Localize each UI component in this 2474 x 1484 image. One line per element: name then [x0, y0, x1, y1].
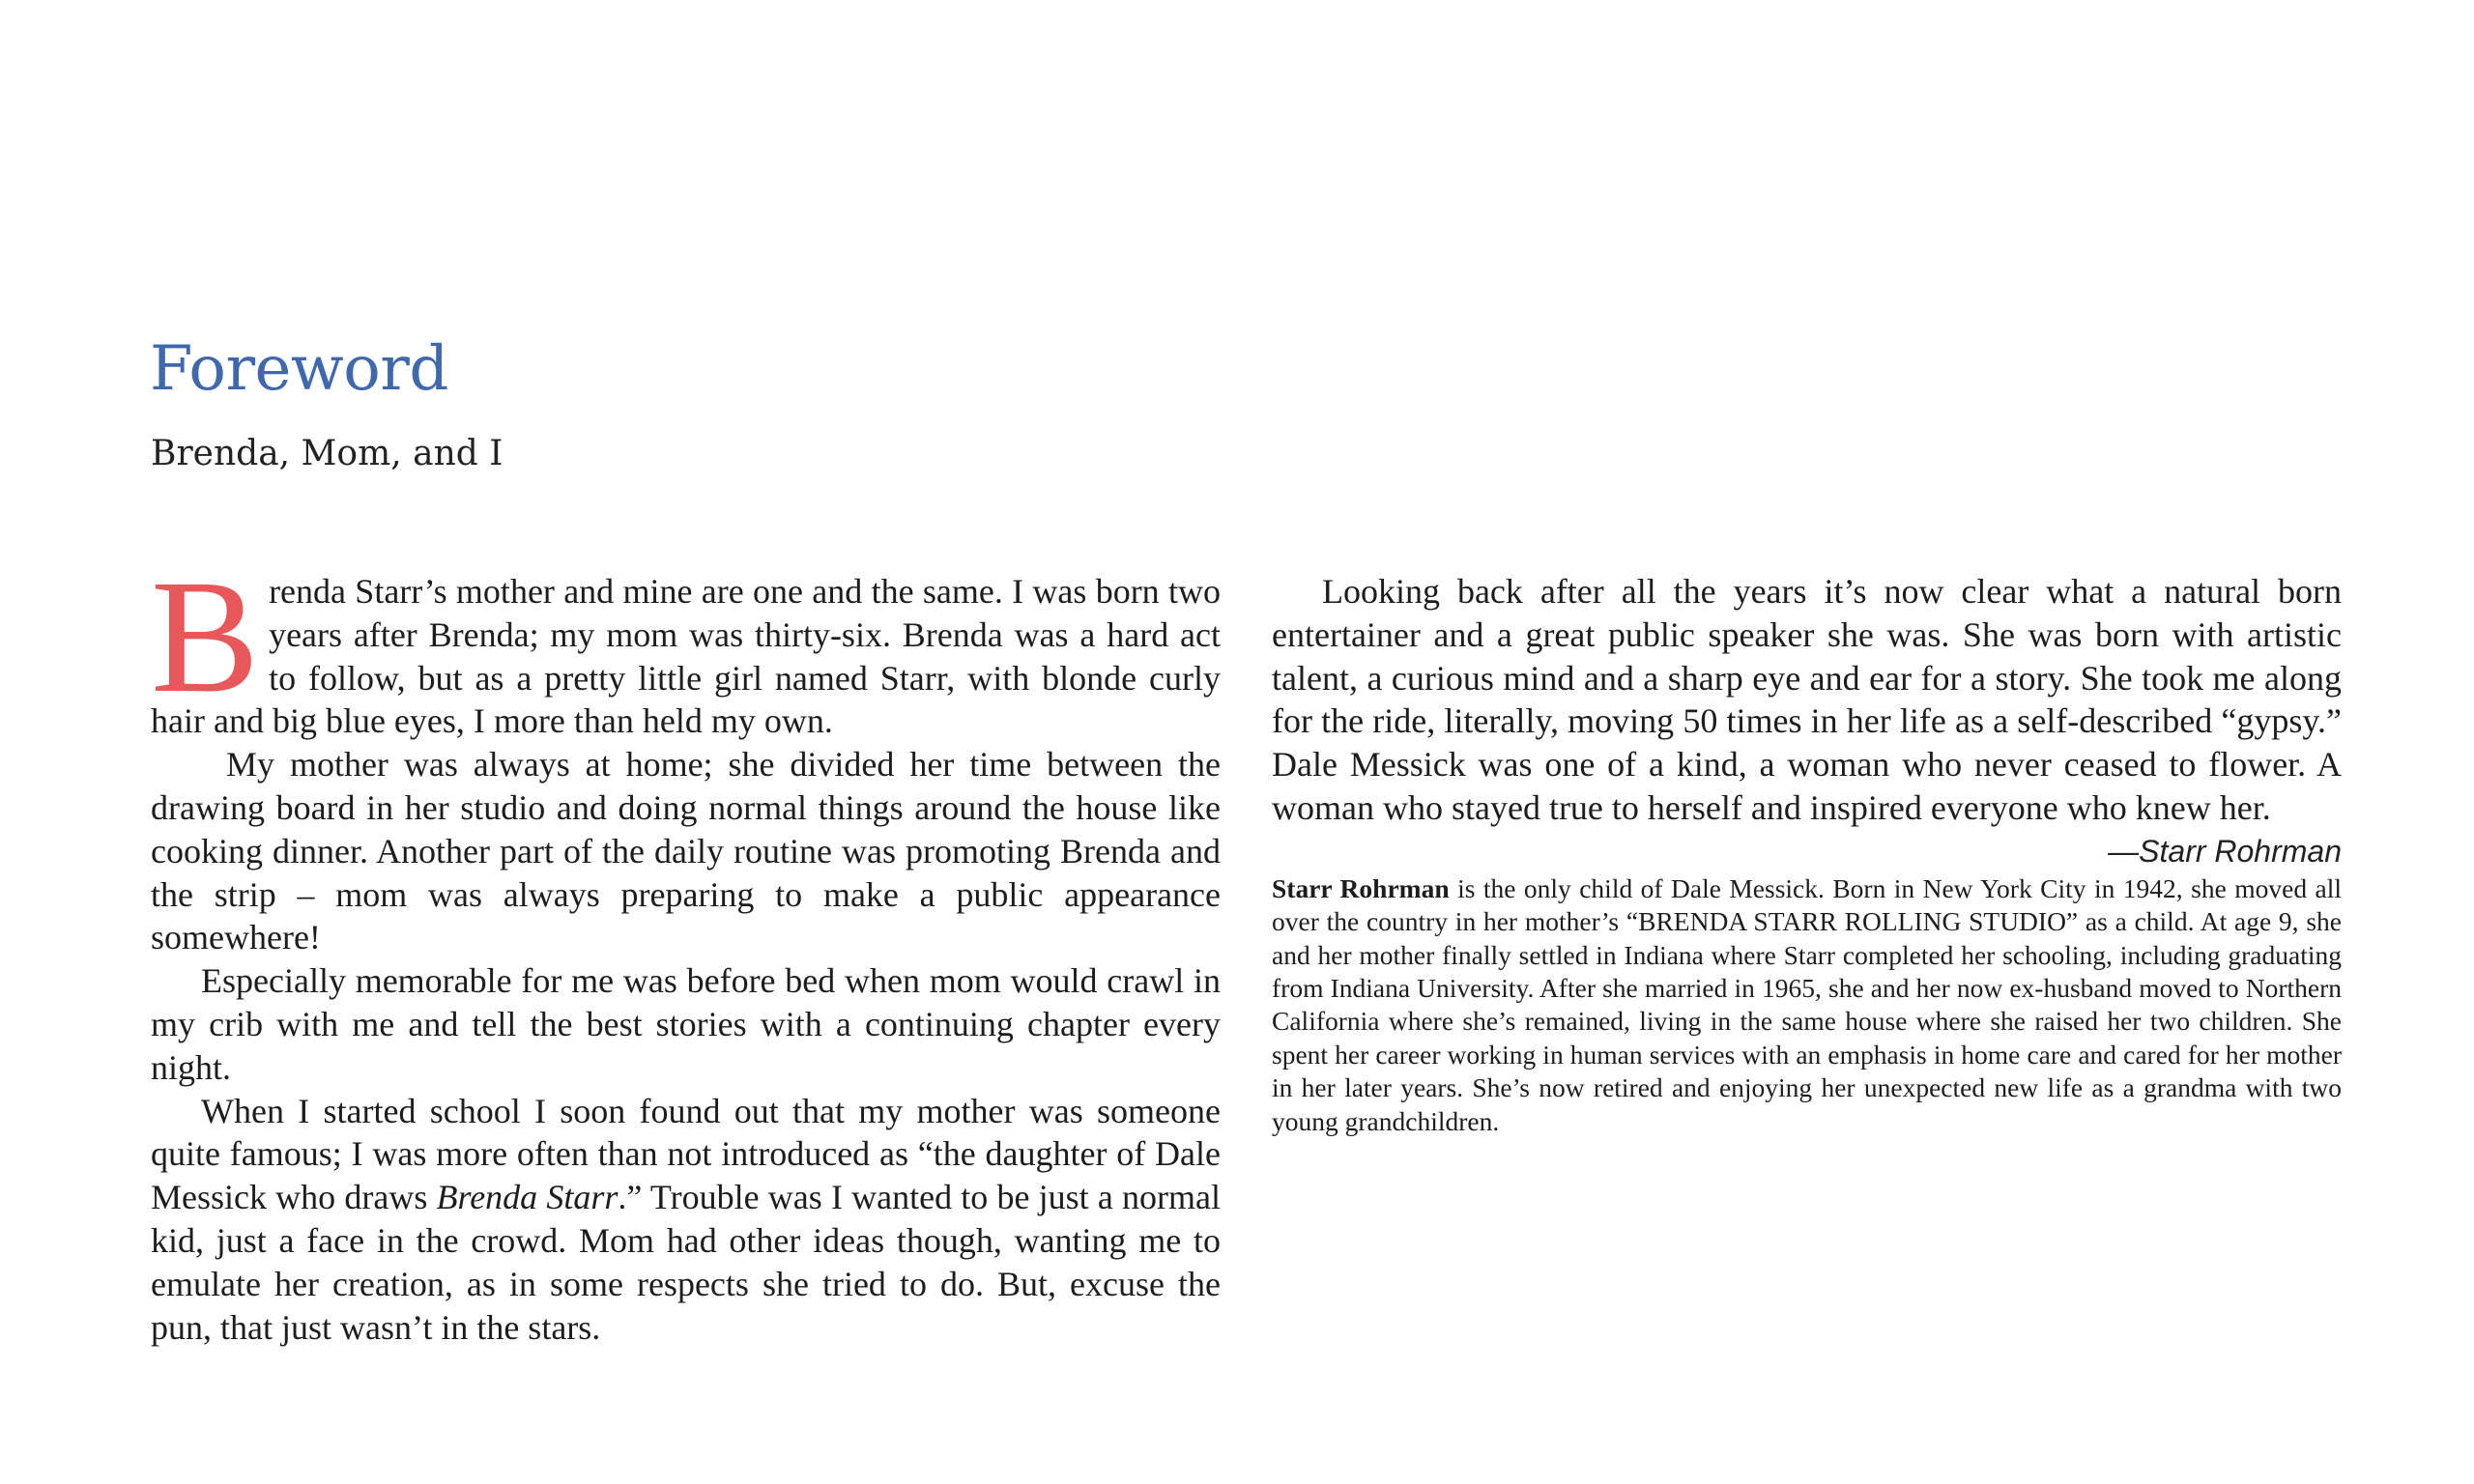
paragraph-4-text-a: When I started school I soon found out that my mother was someone quite famous; I was more often than not introduced as “the daughter of Dale Messick who draws	[151, 1091, 1221, 1217]
paragraph-5: Looking back after all the years it’s now clear what a natural born entertainer and a great public speaker she was. She was born with artistic talent, a curious mind and a sharp eye and ear for a story. She took me along for the ride, literally, moving 50 times in her life as a self-described “gypsy.” Dale Messick was one of a kind, a woman who never ceased to flower. A woman who stayed true to herself and inspired everyone who knew her.	[1272, 572, 2342, 827]
paragraph-2: My mother was always at home; she divided her time between the drawing board in her studio and doing normal things around the house like cooking dinner. Another part of the daily routine was promoting Brenda and the strip – mom was always preparing to make a public appearance somewhere!	[151, 745, 1221, 957]
drop-cap: B	[151, 547, 260, 727]
comic-title-italic: Brenda Starr	[436, 1178, 618, 1217]
left-column	[151, 547, 1221, 1349]
right-column	[1272, 570, 2342, 1138]
paragraph-4	[151, 1090, 1221, 1350]
paragraph-1-text: renda Starr’s mother and mine are one and the same. I was born two years after Brenda; my mom was thirty-six. Brenda was a hard act to follow, but as a pretty little girl named Starr, with blonde curly hair and big blue eyes, I more than held my own.	[151, 572, 1221, 741]
page-title: Foreword	[150, 333, 448, 405]
author-bio-name: Starr Rohrman	[1272, 872, 1450, 903]
paragraph-1	[151, 547, 1221, 743]
author-bio	[1272, 872, 2342, 1138]
author-signature: —Starr Rohrman	[2108, 833, 2342, 869]
author-bio-text: is the only child of Dale Messick. Born in New York City in 1942, she moved all over the country in her mother’s “BRENDA STARR ROLLING STUDIO” as a child. At age 9, she and her mother finally settled in Indiana where Starr completed her schooling, including graduating from Indiana University. After she married in 1965, she and her now ex-husband moved to Northern California where she’s remained, living in the same house where she raised her two children. She spent her career working in human services with an emphasis in home care and cared for her mother in her later years. She’s now retired and enjoying her unexpected new life as a grandma with two young grandchildren.	[1272, 872, 2342, 1136]
page-subtitle: Brenda, Mom, and I	[151, 434, 503, 473]
paragraph-3: Especially memorable for me was before bed when mom would crawl in my crib with me and tell the best stories with a continuing chapter every night.	[151, 961, 1221, 1087]
paragraph-4-text-b: .” Trouble was I wanted to be just a normal kid, just a face in the crowd. Mom had other ideas though, wanting me to emulate her creation, as in some respects she tried to do. But, excuse the pun, that just wasn’t in the stars.	[151, 1178, 1221, 1347]
